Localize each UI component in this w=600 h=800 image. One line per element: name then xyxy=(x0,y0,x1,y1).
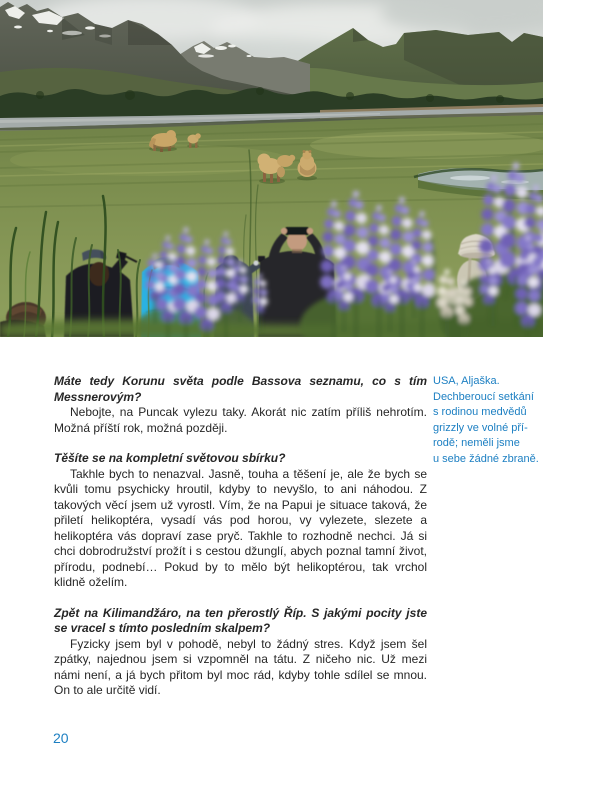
camera xyxy=(285,227,309,235)
caption-line: USA, Aljaška. xyxy=(433,375,500,387)
interview-section xyxy=(54,374,427,436)
caption-line: Dechberoucí setkání xyxy=(433,390,534,403)
interview-section xyxy=(54,451,427,591)
interview-section xyxy=(54,606,427,699)
caption-line: rodě; neměli jsme xyxy=(433,437,520,450)
interview-question: Máte tedy Korunu světa podle Bassova seznamu, co s tím Messnerovým? xyxy=(54,374,427,404)
caption-line: grizzly ve volné pří- xyxy=(433,421,528,434)
page-number: 20 xyxy=(53,730,69,746)
interview-answer: Takhle bych to nenazval. Jasně, touha a těšení je, ale že bych se kvůli tomu psychicky hroutil, kdyby to nevyšlo, to ani náhodou. Z takových věcí jsem už vyrostl. Vím, že na Papui je situace taková, že přiletí helikoptéra, vysadí vás pod horou, vy vylezete, slezete a helikoptéra vás dopraví zase pryč. Takhle to rozhodně nechci. Já si chci dobrodružství prožít i s cestou džunglí, abych poznal tamní život, přírodu, podnebí… Pokud by to mělo být helikoptérou, tak vrchol klidně oželím. xyxy=(54,466,427,589)
photo-alaska-bears xyxy=(0,0,543,337)
interview-question: Zpět na Kilimandžáro, na ten přerostlý Říp. S jakými pocity jste se vracel s tímto posledním skalpem? xyxy=(54,605,427,635)
interview-answer: Nebojte, na Puncak vylezu taky. Akorát nic zatím příliš nehrotím. Možná příští rok, možná později. xyxy=(54,405,427,435)
interview-question: Těšíte se na kompletní světovou sbírku? xyxy=(54,451,286,465)
photo-caption xyxy=(433,374,545,468)
photo-illustration xyxy=(0,0,543,337)
interview-text xyxy=(54,374,427,699)
interview-answer: Fyzicky jsem byl v pohodě, nebyl to žádný stres. Když jsem šel zpátky, najednou jsem si vzpomněl na tátu. Z ničeho nic. Už mezi námi není, a já bych přitom byl moc rád, kdyby tohle sdílel se mnou. On to ale určitě vidí. xyxy=(54,636,427,697)
caption-line: s rodinou medvědů xyxy=(433,406,527,419)
caption-line: u sebe žádné zbraně. xyxy=(433,452,539,465)
